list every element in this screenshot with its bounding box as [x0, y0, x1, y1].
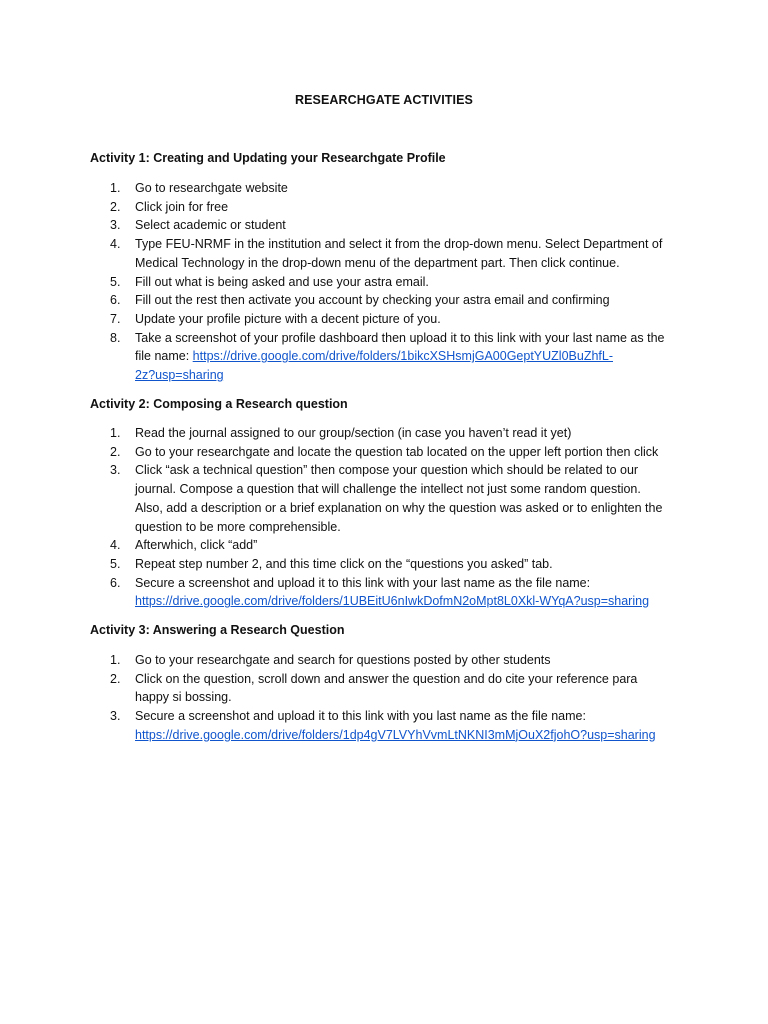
list-item-number: 2.: [110, 444, 121, 459]
list-item-number: 6.: [110, 575, 121, 590]
upload-link[interactable]: https://drive.google.com/drive/folders/1UBEitU6nIwkDofmN2oMpt8L0Xkl-WYqA?usp=sharing: [135, 594, 650, 609]
list-item-text: Type FEU-NRMF in the institution and select it from the drop-down menu. Select Department of Medical Technology in the drop-down menu of the department part. Then click continue.: [135, 237, 663, 270]
list-item-text: Go to researchgate website: [135, 181, 288, 195]
list-item: [90, 235, 690, 272]
list-item-text: Go to your researchgate and locate the question tab located on the upper left portion then click: [135, 444, 659, 459]
list-item: [90, 273, 690, 292]
activity-1-steps: [90, 179, 690, 385]
list-item: [90, 179, 690, 198]
list-item: [90, 291, 690, 310]
activity-1-heading: Activity 1: Creating and Updating your Researchgate Profile: [90, 151, 446, 165]
list-item-number: 5.: [110, 556, 121, 571]
activity-3-heading: Activity 3: Answering a Research Question: [90, 623, 345, 637]
list-item-number: 7.: [110, 311, 121, 326]
list-item: [90, 651, 690, 670]
list-item-number: 3.: [110, 218, 121, 233]
list-item-number: 4.: [110, 237, 121, 252]
list-item-number: 8.: [110, 330, 121, 345]
list-item-text: Select academic or student: [135, 218, 286, 233]
list-item-text: Click “ask a technical question” then compose your question which should be related to our journal. Compose a question that will challenge the intellect not just some random question. Also, add a description or a brief explanation on why the question was asked or to enlighten the question to be more comprehensible.: [135, 463, 663, 534]
list-item-text: Secure a screenshot and upload it to this link with your last name as the file name:: [135, 575, 591, 590]
list-item: [90, 461, 690, 536]
list-item-number: 2.: [110, 199, 121, 214]
list-item-text: Take a screenshot of your profile dashboard then upload it to this link with your last name as the file name:: [135, 330, 665, 364]
list-item: [90, 707, 690, 744]
list-item: [90, 555, 690, 574]
list-item: [90, 536, 690, 555]
list-item-number: 6.: [110, 293, 121, 308]
list-item-number: 2.: [110, 671, 121, 686]
upload-link[interactable]: https://drive.google.com/drive/folders/1bikcXSHsmjGA00GeptYUZl0BuZhfL- 2z?usp=sharing: [135, 349, 613, 383]
list-item-text: Click join for free: [135, 199, 229, 214]
list-item-text: Fill out the rest then activate you account by checking your astra email and confirming: [135, 293, 610, 308]
list-item-text: Secure a screenshot and upload it to this link with you last name as the file name:: [135, 709, 586, 724]
list-item: [90, 424, 690, 443]
list-item-text: Afterwhich, click “add”: [135, 538, 258, 553]
list-item: [90, 198, 690, 217]
list-item-number: 1.: [110, 181, 121, 195]
list-item-text: Read the journal assigned to our group/section (in case you haven’t read it yet): [135, 426, 572, 440]
list-item-text: Update your profile picture with a decent picture of you.: [135, 311, 441, 326]
list-item-text: Fill out what is being asked and use your astra email.: [135, 274, 429, 289]
list-item-number: 1.: [110, 653, 121, 667]
list-item: [90, 329, 690, 385]
list-item-number: 5.: [110, 274, 121, 289]
list-item-number: 1.: [110, 426, 121, 440]
list-item-text: Repeat step number 2, and this time click on the “questions you asked” tab.: [135, 556, 553, 571]
list-item: [90, 216, 690, 235]
list-item-number: 3.: [110, 463, 121, 478]
list-item: [90, 310, 690, 329]
activity-2-steps: [90, 424, 690, 611]
list-item-number: 4.: [110, 538, 121, 553]
list-item: [90, 574, 690, 611]
list-item-text: Go to your researchgate and search for questions posted by other students: [135, 653, 551, 667]
list-item-text: Click on the question, scroll down and answer the question and do cite your reference para happy si bossing.: [135, 671, 638, 705]
upload-link[interactable]: https://drive.google.com/drive/folders/1dp4gV7LVYhVvmLtNKNI3mMjOuX2fjohO?usp=sharing: [135, 727, 656, 742]
list-item: [90, 670, 690, 707]
document-title: RESEARCHGATE ACTIVITIES: [294, 93, 473, 107]
list-item: [90, 443, 690, 462]
activity-2-heading: Activity 2: Composing a Research question: [90, 397, 348, 411]
activity-3-steps: [90, 651, 690, 745]
list-item-number: 3.: [110, 709, 121, 724]
